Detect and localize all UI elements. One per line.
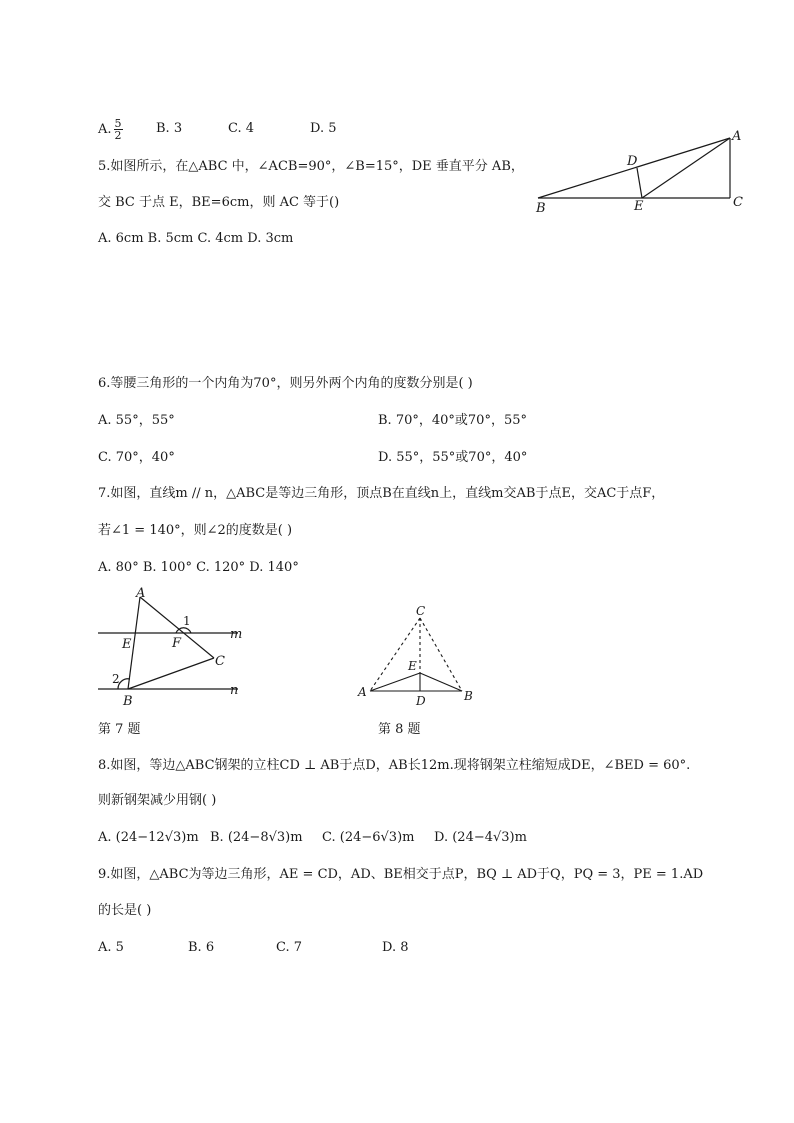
q4-option-a-fraction: [114, 118, 123, 141]
q8-option-c: C. (24−6√3)m: [322, 830, 415, 845]
q8-segment-cb: [420, 618, 462, 691]
q6-stem: 6.等腰三角形的一个内角为70°，则另外两个内角的度数分别是( ): [98, 376, 473, 391]
q7-label-f: F: [172, 636, 182, 651]
q4-option-d: D. 5: [310, 121, 337, 136]
q6-option-d: D. 55°，55°或70°，40°: [378, 450, 528, 465]
q7-options: A. 80° B. 100° C. 120° D. 140°: [98, 560, 299, 575]
q5-segment-ea: [642, 138, 730, 198]
q7-stem-line2: 若∠1 = 140°，则∠2的度数是( ): [98, 523, 293, 538]
q7-label-angle-2: 2: [112, 672, 120, 686]
q5-label-a: A: [732, 129, 742, 144]
q7-label-a: A: [136, 586, 146, 601]
q5-stem-line2: 交 BC 于点 E，BE=6cm，则 AC 等于(): [98, 195, 340, 210]
q4-option-b: B. 3: [156, 121, 183, 136]
q8-stem-line1: 8.如图，等边△ABC钢架的立柱CD ⊥ AB于点D，AB长12m.现将钢架立柱缩短成DE，∠BED = 60°.: [98, 758, 691, 773]
q8-option-b: B. (24−8√3)m: [210, 830, 303, 845]
q6-option-b: B. 70°，40°或70°，55°: [378, 413, 527, 428]
q5-stem-line1: 5.如图所示，在△ABC 中，∠ACB=90°，∠B=15°，DE 垂直平分 AB，: [98, 159, 524, 174]
q7-label-b: B: [123, 694, 133, 709]
q9-stem-line1: 9.如图，△ABC为等边三角形，AE = CD，AD、BE相交于点P，BQ ⊥ AD于Q，PQ = 3，PE = 1.AD: [98, 867, 704, 882]
q5-label-b: B: [536, 201, 546, 216]
q4-fraction-numerator: 5: [114, 117, 122, 130]
q8-label-b: B: [464, 689, 473, 703]
q7-label-e: E: [122, 637, 132, 652]
q5-label-e: E: [634, 199, 644, 214]
q9-stem-line2: 的长是( ): [98, 903, 152, 918]
q4-option-c: C. 4: [228, 121, 255, 136]
q4-option-a: [98, 118, 123, 141]
q8-option-d: D. (24−4√3)m: [434, 830, 527, 845]
q9-option-d: D. 8: [382, 940, 409, 955]
q6-option-c: C. 70°，40°: [98, 450, 175, 465]
q7-label-n: n: [230, 683, 239, 698]
q8-label-d: D: [416, 694, 426, 708]
q5-segment-de: [637, 168, 642, 198]
q8-option-a: A. (24−12√3)m: [98, 830, 199, 845]
q5-label-c: C: [733, 195, 743, 210]
q8-label-c: C: [416, 604, 426, 618]
q9-option-c: C. 7: [276, 940, 303, 955]
q8-segment-ae: [370, 673, 420, 691]
q7-caption: 第 7 题: [98, 722, 141, 737]
q7-segment-bc: [128, 658, 214, 689]
q9-option-b: B. 6: [188, 940, 215, 955]
q7-label-angle-1: 1: [183, 614, 191, 628]
q7-stem-line1: 7.如图，直线m // n，△ABC是等边三角形，顶点B在直线n上，直线m交AB于点E，交AC于点F，: [98, 486, 665, 501]
q5-options: A. 6cm B. 5cm C. 4cm D. 3cm: [98, 231, 294, 246]
q7-figure: [90, 585, 260, 713]
q5-figure: [530, 126, 750, 218]
q5-label-d: D: [627, 154, 638, 169]
q8-figure: [350, 600, 490, 712]
q9-option-a: A. 5: [98, 940, 124, 955]
q6-option-a: A. 55°，55°: [98, 413, 175, 428]
q8-segment-ca: [370, 618, 420, 691]
q7-label-m: m: [230, 627, 243, 642]
q4-fraction-denominator: 2: [114, 129, 122, 142]
q4-option-a-prefix: A.: [98, 122, 112, 137]
q8-stem-line2: 则新钢架减少用钢( ): [98, 793, 217, 808]
q7-label-c: C: [215, 654, 225, 669]
q8-caption: 第 8 题: [378, 722, 421, 737]
q8-segment-be: [420, 673, 462, 691]
q8-label-e: E: [408, 659, 417, 673]
q8-label-a: A: [358, 685, 367, 699]
